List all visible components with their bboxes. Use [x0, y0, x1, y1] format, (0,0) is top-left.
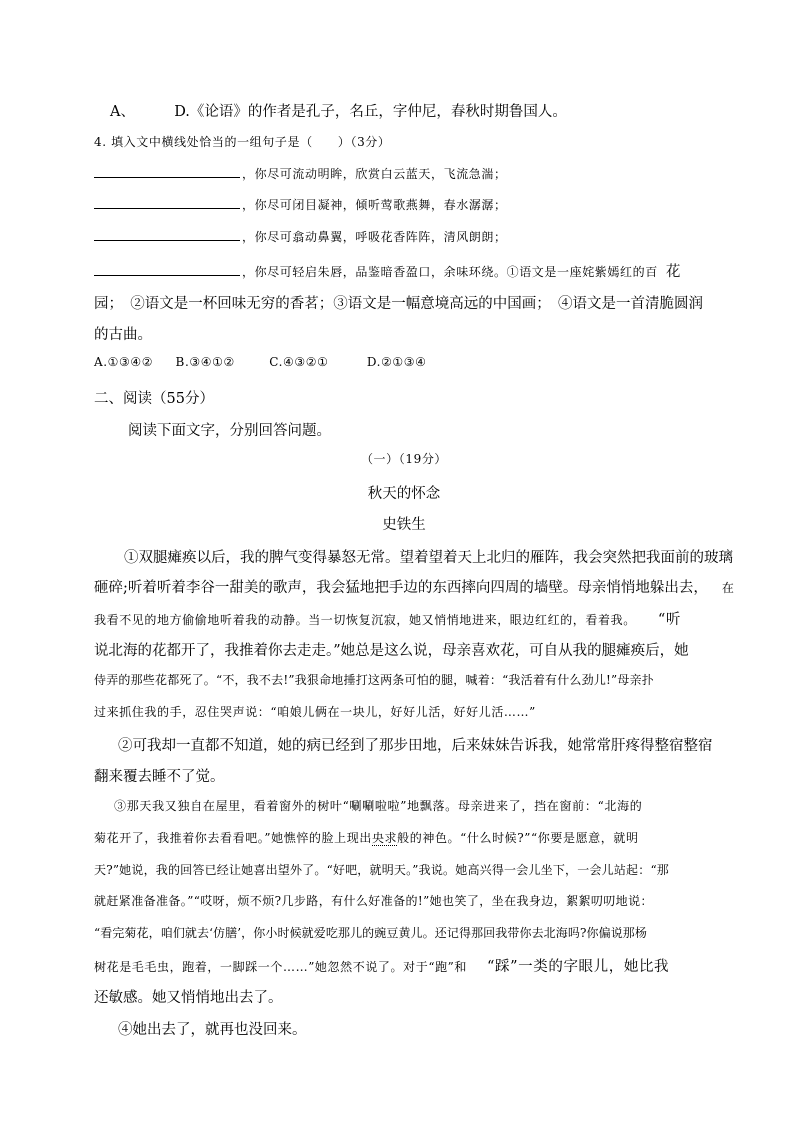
p3-line-5: “看完菊花，咱们就去‘仿膳’，你小时候就爱吃那儿的豌豆黄儿。还记得那回我带你去北海吗?你偏说那杨: [94, 926, 648, 940]
q4-fill-line-4: [94, 260, 714, 281]
q3-option-line: [110, 100, 730, 121]
q4-options: [94, 355, 714, 369]
p1-text: 我看不见的地方偷偷地听着我的动静。当一切恢复沉寂，她又悄悄地进来，眼边红红的，看着我。: [94, 613, 636, 627]
fill-blank: [94, 263, 240, 276]
q4-option-b: B.③④①②: [175, 355, 235, 369]
q4-option-d: D.②①③④: [366, 355, 427, 369]
q4-line-6: 的古曲。: [94, 327, 152, 343]
q3-option-text: D.《论语》的作者是孔子，名丘，字仲尼，春秋时期鲁国人。: [174, 104, 567, 120]
p1-line-2: [94, 576, 734, 597]
p3-text: 树花是毛毛虫，跑着，一脚踩一个……”她忽然不说了。对于“跑”和: [94, 960, 468, 974]
reading-instruction: 阅读下面文字，分别回答问题。: [128, 423, 331, 439]
fill-blank: [94, 165, 240, 178]
p3-line-2: [94, 829, 714, 846]
q3-option-label: A、: [110, 104, 135, 120]
fill-blank: [94, 196, 240, 209]
p3-line-7: 还敏感。她又悄悄地出去了。: [94, 990, 283, 1006]
p2-line-1: ②可我却一直都不知道，她的病已经到了那步田地，后来妹妹告诉我，她常常肝疼得整宿整宿: [118, 738, 713, 754]
p1-text: 砸碎;听着听着李谷一甜美的歌声，我会猛地把手边的东西摔向四周的墙壁。母亲悄悄地躲出去，: [94, 580, 708, 596]
article-author: 史铁生: [382, 517, 426, 533]
q4-fill-line-1: [94, 165, 714, 182]
q4-option-c: C.④③②①: [269, 355, 329, 369]
part-1-heading: （一）（19分）: [360, 452, 448, 466]
q4-line-text: ，你尽可轻启朱唇，品鉴暗香盈口，余味环绕。①语文是一座姹紫嫣红的百: [242, 265, 658, 279]
q4-line-text: ，你尽可闭目凝神，倾听莺歌燕舞，春水潺潺；: [242, 198, 507, 212]
p3-text: “踩”一类的字眼儿，她比我: [487, 959, 670, 975]
p1-line-4: 说北海的花都开了，我推着你去走走。”她总是这么说，母亲喜欢花，可自从我的腿瘫痪后，她: [94, 643, 689, 659]
article-title: 秋天的怀念: [367, 486, 441, 502]
section-2-title: 二、阅读（55分）: [94, 391, 214, 407]
p3-line-4: 就赶紧准备准备。”“哎呀，烦不烦?几步路，有什么好准备的!”她也笑了，坐在我身边，絮絮叨叨地说：: [94, 894, 653, 908]
p1-text: 在: [721, 581, 734, 595]
p1-text: “听: [657, 612, 681, 628]
p3-line-6: [94, 955, 714, 976]
p1-line-3: [94, 608, 714, 629]
q4-line-text: 花: [665, 264, 681, 280]
p1-line-5: 侍弄的那些花都死了。“不，我不去!”我狠命地捶打这两条可怕的腿，喊着：“我活着有什么劲儿!”母亲扑: [94, 673, 654, 687]
fill-blank: [94, 228, 240, 241]
p3-text: 般的神色。“什么时候?”“你要是愿意，就明: [397, 831, 639, 845]
q4-line-text: ，你尽可流动明眸，欣赏白云蓝天，飞流急湍；: [242, 167, 507, 181]
p3-line-1: ③那天我又独自在屋里，看着窗外的树叶“唰唰啦啦”地飘落。母亲进来了，挡在窗前：“北海的: [114, 799, 643, 813]
q4-fill-line-3: [94, 228, 714, 245]
q4-fill-line-2: [94, 196, 714, 213]
q4-title: 4. 填入文中横线处恰当的一组句子是（ ）（3分）: [94, 135, 391, 149]
q4-option-a: A.①③④②: [94, 355, 154, 369]
q4-line-5: 园； ②语文是一杯回味无穷的香茗；③语文是一幅意境高远的中国画； ④语文是一首清脆圆润: [94, 296, 703, 312]
p3-line-3: 天?”她说，我的回答已经让她喜出望外了。“好吧，就明天。”我说。她高兴得一会儿坐下，一会儿站起：“那: [94, 863, 669, 877]
q4-line-text: ，你尽可翕动鼻翼，呼吸花香阵阵，清风朗朗；: [242, 230, 507, 244]
p2-line-2: 翻来覆去睡不了觉。: [94, 769, 225, 785]
p3-text: 菊花开了，我推着你去看看吧。”她憔悴的脸上现出: [94, 831, 372, 845]
p1-line-1: ①双腿瘫痪以后，我的脾气变得暴怒无常。望着望着天上北归的雁阵，我会突然把我面前的玻璃: [124, 550, 733, 566]
p3-marked-word: 央求: [371, 831, 398, 845]
p1-line-6: 过来抓住我的手，忍住哭声说：“咱娘儿俩在一块儿，好好儿活，好好儿活……”: [94, 705, 536, 719]
p4-line-1: ④她出去了，就再也没回来。: [118, 1022, 307, 1038]
